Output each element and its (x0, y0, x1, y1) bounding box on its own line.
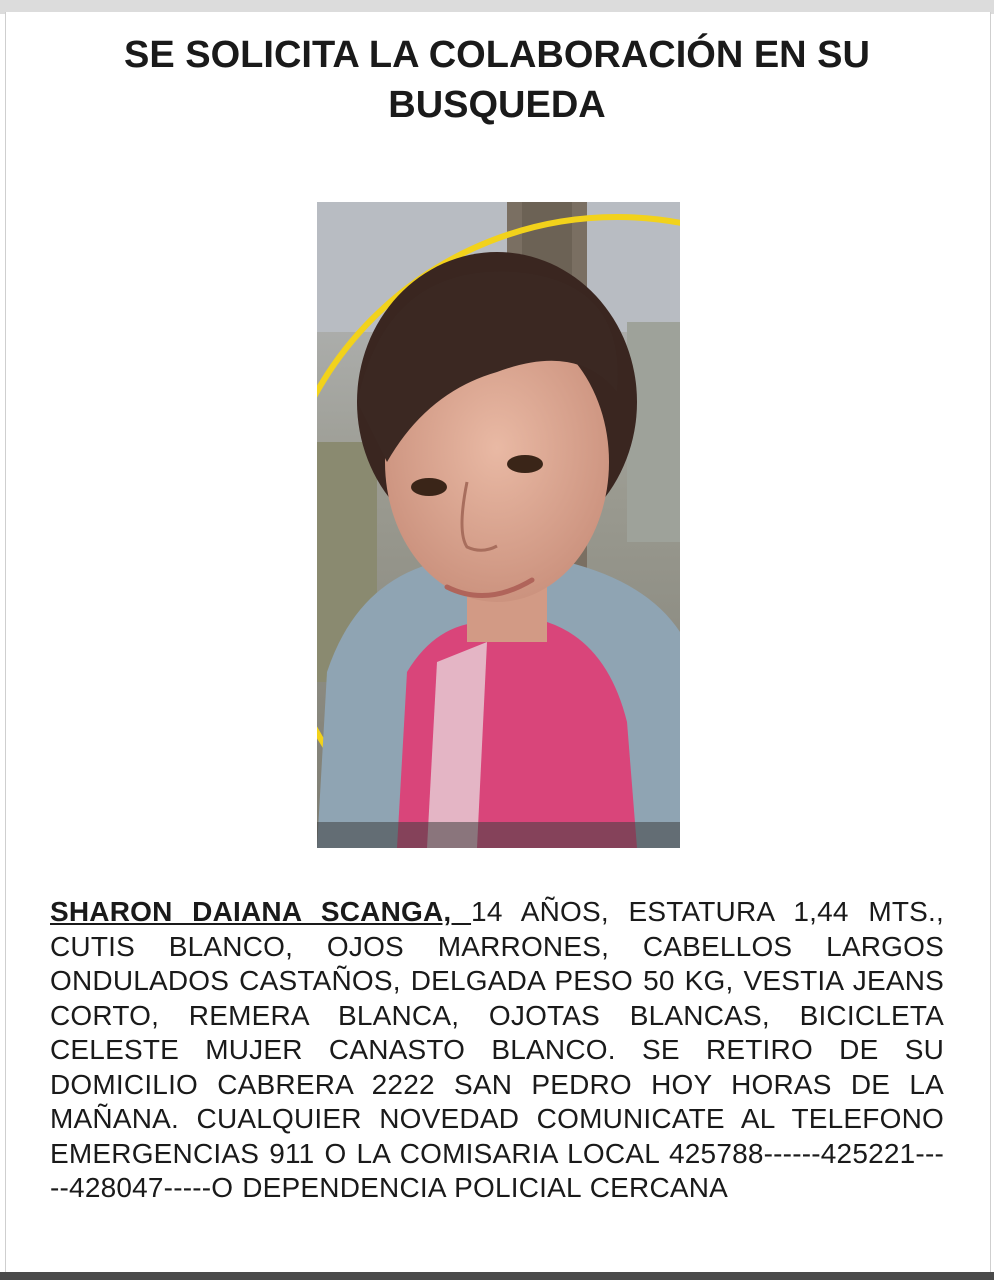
person-name: SHARON DAIANA SCANGA, (50, 896, 472, 927)
missing-person-photo (317, 202, 680, 848)
person-description: 14 AÑOS, ESTATURA 1,44 MTS., CUTIS BLANCO, OJOS MARRONES, CABELLOS LARGOS ONDULADOS CASTAÑOS, DELGADA PESO 50 KG, VESTIA JEANS CORTO, REMERA BLANCA, OJOTAS BLANCAS, BICICLETA CELESTE MUJER CANASTO BLANCO. SE RETIRO DE SU DOMICILIO CABRERA 2222 SAN PEDRO HOY HORAS DE LA MAÑANA. CUALQUIER NOVEDAD COMUNICATE AL TELEFONO EMERGENCIAS 911 O LA COMISARIA LOCAL 425788------425221-----428047-----O DEPENDENCIA POLICIAL CERCANA (50, 896, 944, 1203)
poster-title: SE SOLICITA LA COLABORACIÓN EN SU BUSQUEDA (124, 34, 870, 126)
bottom-edge (0, 1272, 994, 1280)
description-paragraph (50, 895, 944, 1206)
